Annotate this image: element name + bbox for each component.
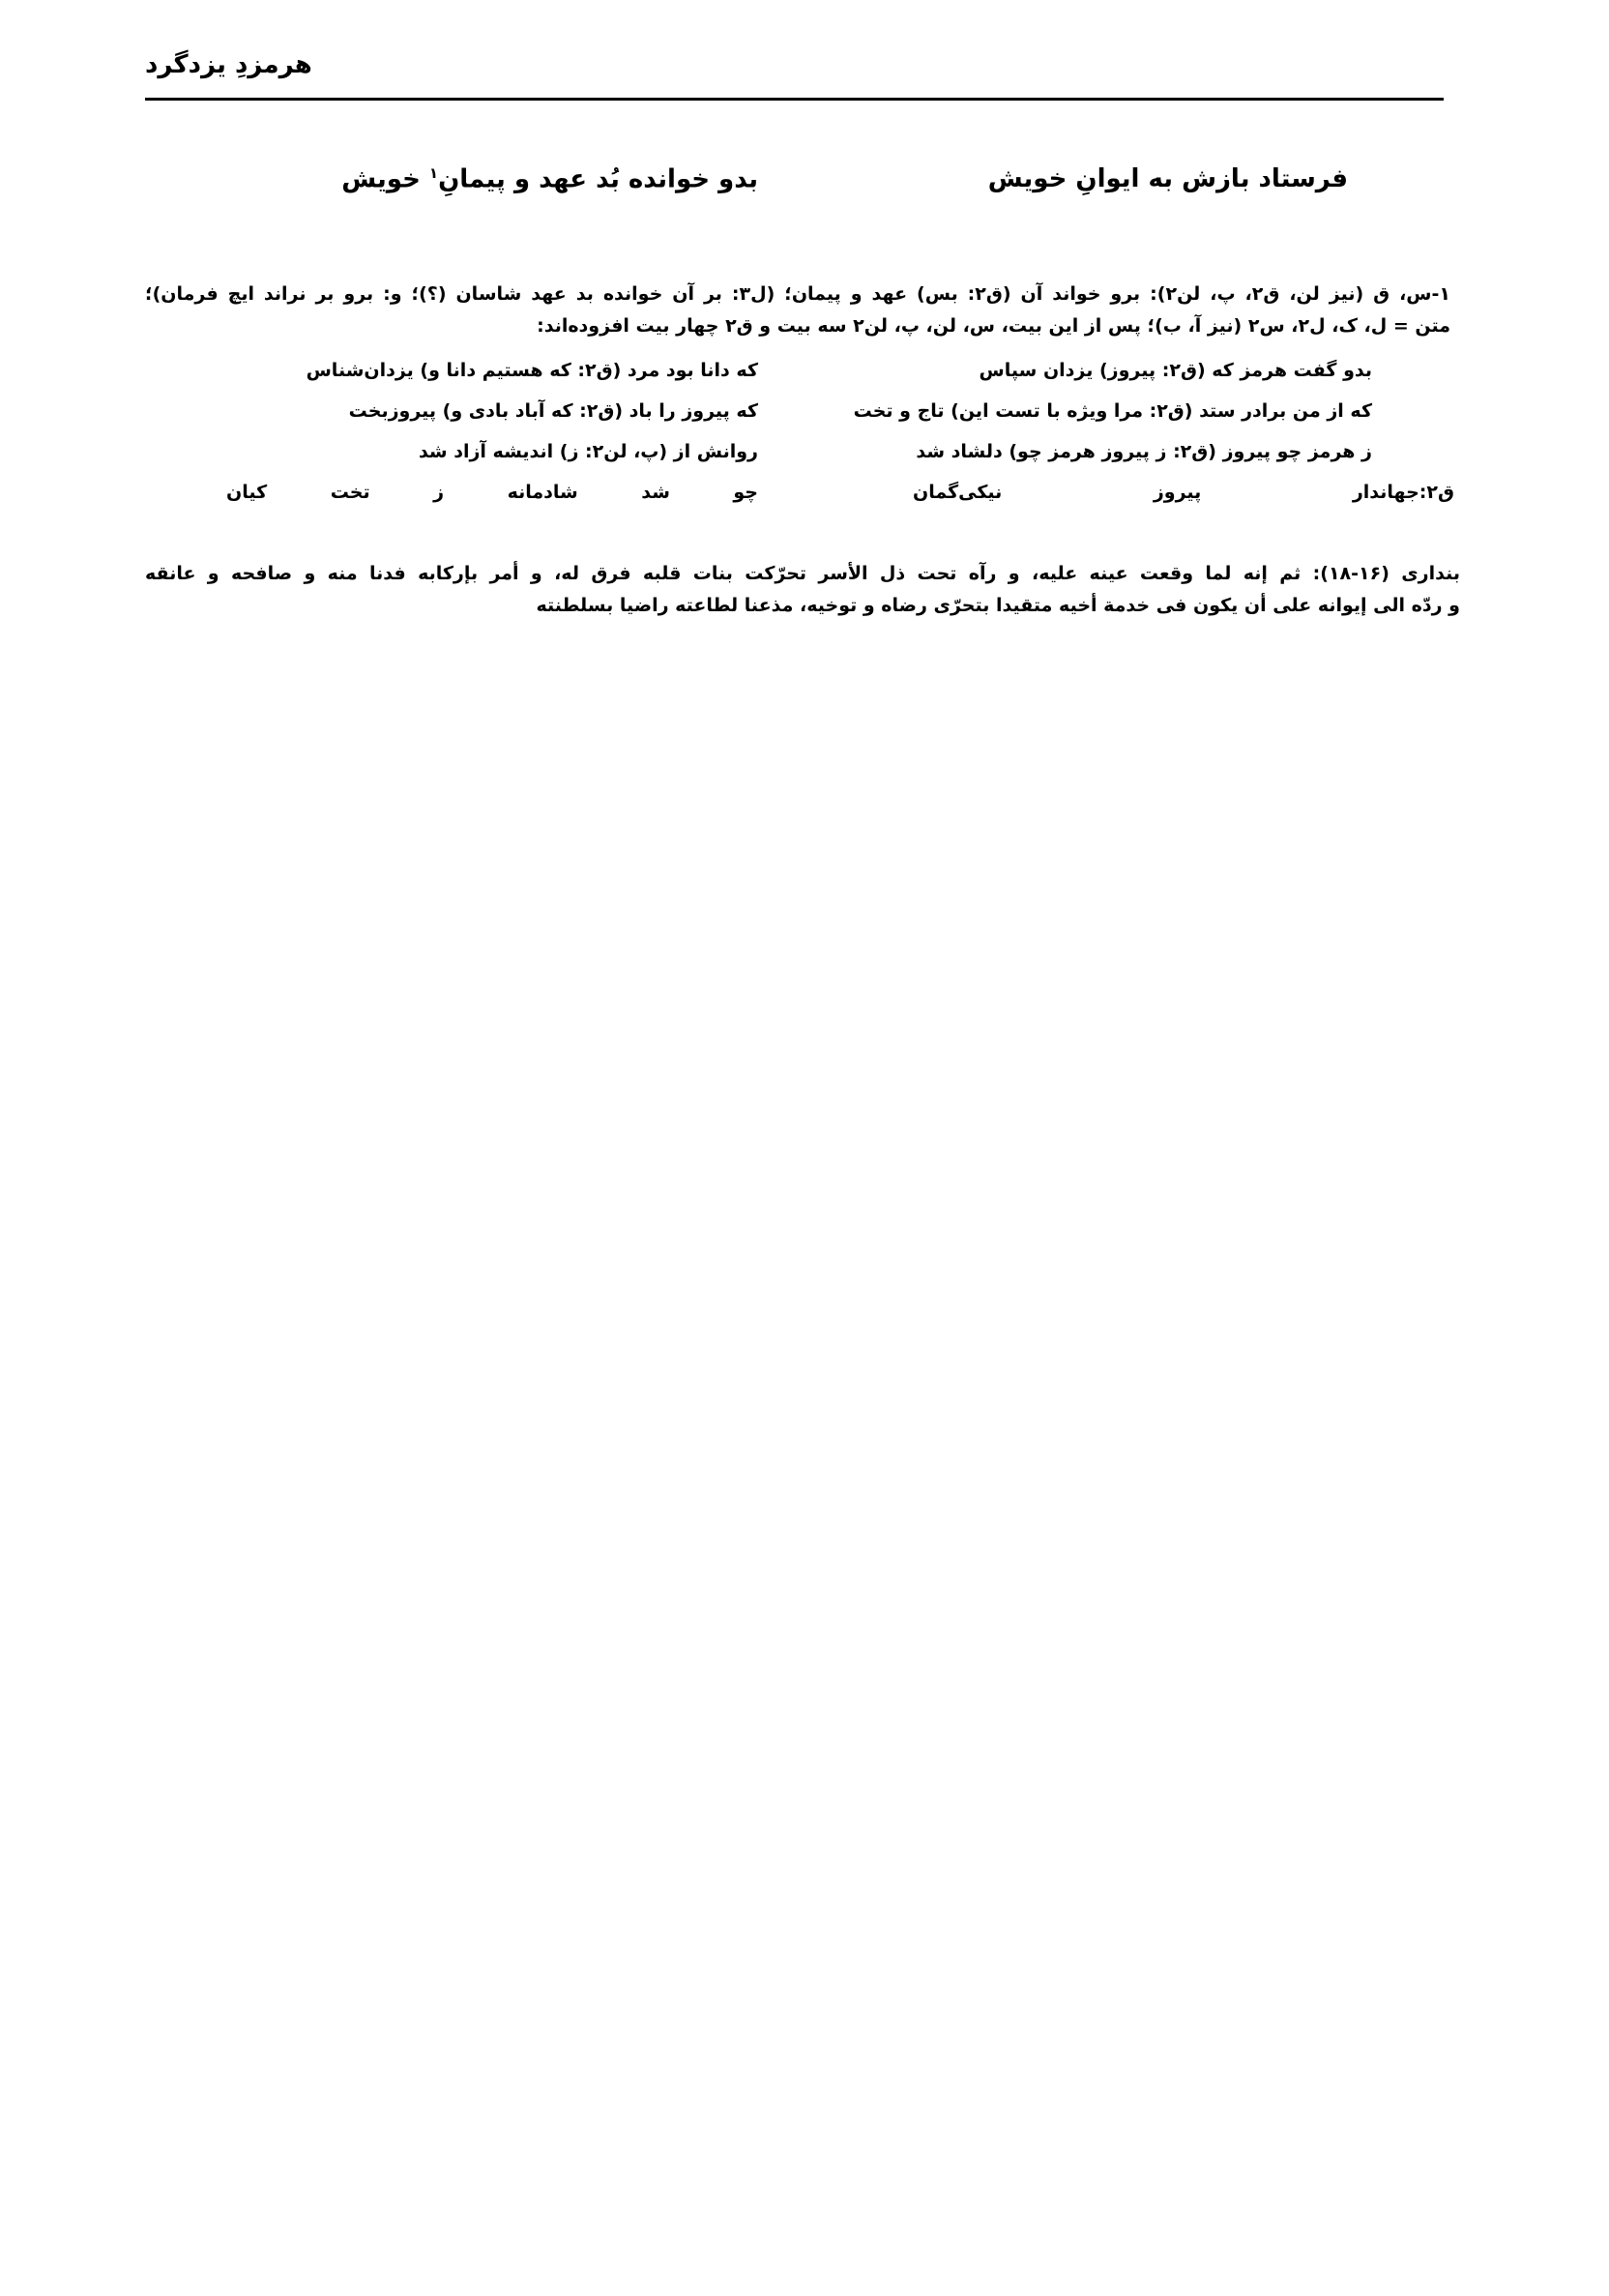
- variant-label: ق۲:جهاندار: [1352, 482, 1454, 503]
- word: چو: [733, 482, 758, 503]
- verse-second-hemistich: [341, 164, 758, 194]
- header-rule: [145, 98, 1444, 101]
- word: پیروز: [1153, 482, 1202, 503]
- main-verse: [0, 164, 1609, 213]
- verse-second-hemistich-text: بدو خوانده بُد عهد و پیمانِ: [438, 164, 758, 194]
- word: شد: [641, 482, 670, 503]
- footnote-line-1: ۱-س، ق (نیز لن، ق۲، پ، لن۲): برو خواند آن (ق۲: بس) عهد و پیمان؛ (ل۳: بر آن خوانده بد عهد شاسان (؟)؛ و: برو بر نراند ایچ فرمان)؛: [145, 283, 1450, 305]
- footnote-line-2: متن = ل، ک، ل۲، س۲ (نیز آ، ب)؛ پس از این بیت، س، لن، پ، لن۲ سه بیت و ق۲ چهار بیت افزوده‌اند:: [537, 315, 1450, 337]
- couplet-first-hemistich: بدو گفت هرمز که (ق۲: پیروز) یزدان سپاس: [979, 360, 1372, 381]
- couplet-first-hemistich: که از من برادر ستد (ق۲: مرا ویژه با تست این) تاج و تخت: [853, 400, 1372, 422]
- added-couplet-3: [0, 441, 1609, 482]
- word: کیان: [226, 482, 268, 503]
- verse-second-hemistich-end: خویش: [341, 164, 421, 194]
- added-couplets: [0, 360, 1609, 516]
- added-couplet-4: [0, 482, 1609, 516]
- footnote-mark[interactable]: ۱: [428, 164, 439, 182]
- added-couplet-1: [0, 360, 1609, 400]
- bundari-line-2: و ردّه الی إیوانه علی أن یکون فی خدمة أخیه متقیدا بتحرّی رضاه و توخیه، مذعنا لطاعته راضیا بسلطنته: [536, 595, 1460, 616]
- couplet-second-hemistich: که پیروز را باد (ق۲: که آباد بادی و) پیروزبخت: [348, 400, 758, 422]
- word: تخت: [330, 482, 370, 503]
- verse-first-hemistich: فرستاد بازش به ایوانِ خویش: [987, 164, 1348, 193]
- footnote-block: [145, 279, 1450, 342]
- bundari-line-1: بنداری (۱۶-۱۸): ثم إنه لما وقعت عینه علیه، و رآه تحت ذل الأسر تحرّکت بنات قلبه فرق له، و أمر بإرکابه فدنا منه و صافحه و عانقه: [145, 563, 1461, 584]
- couplet-second-hemistich: [226, 482, 758, 503]
- added-couplet-2: [0, 400, 1609, 441]
- bundari-translation: [145, 556, 1460, 620]
- couplet-first-hemistich: ز هرمز چو پیروز (ق۲: ز پیروز هرمز چو) دلشاد شد: [916, 441, 1372, 462]
- word: شادمانه: [507, 482, 578, 503]
- couplet-first-hemistich: [913, 482, 1454, 503]
- couplet-second-hemistich: که دانا بود مرد (ق۲: که هستیم دانا و) یزدان‌شناس: [306, 360, 758, 381]
- word: ز: [433, 482, 445, 503]
- couplet-second-hemistich: روانش از (پ، لن۲: ز) اندیشه آزاد شد: [418, 441, 758, 462]
- running-head: هرمزدِ یزدگرد: [145, 50, 312, 79]
- word: نیکی‌گمان: [913, 482, 1003, 503]
